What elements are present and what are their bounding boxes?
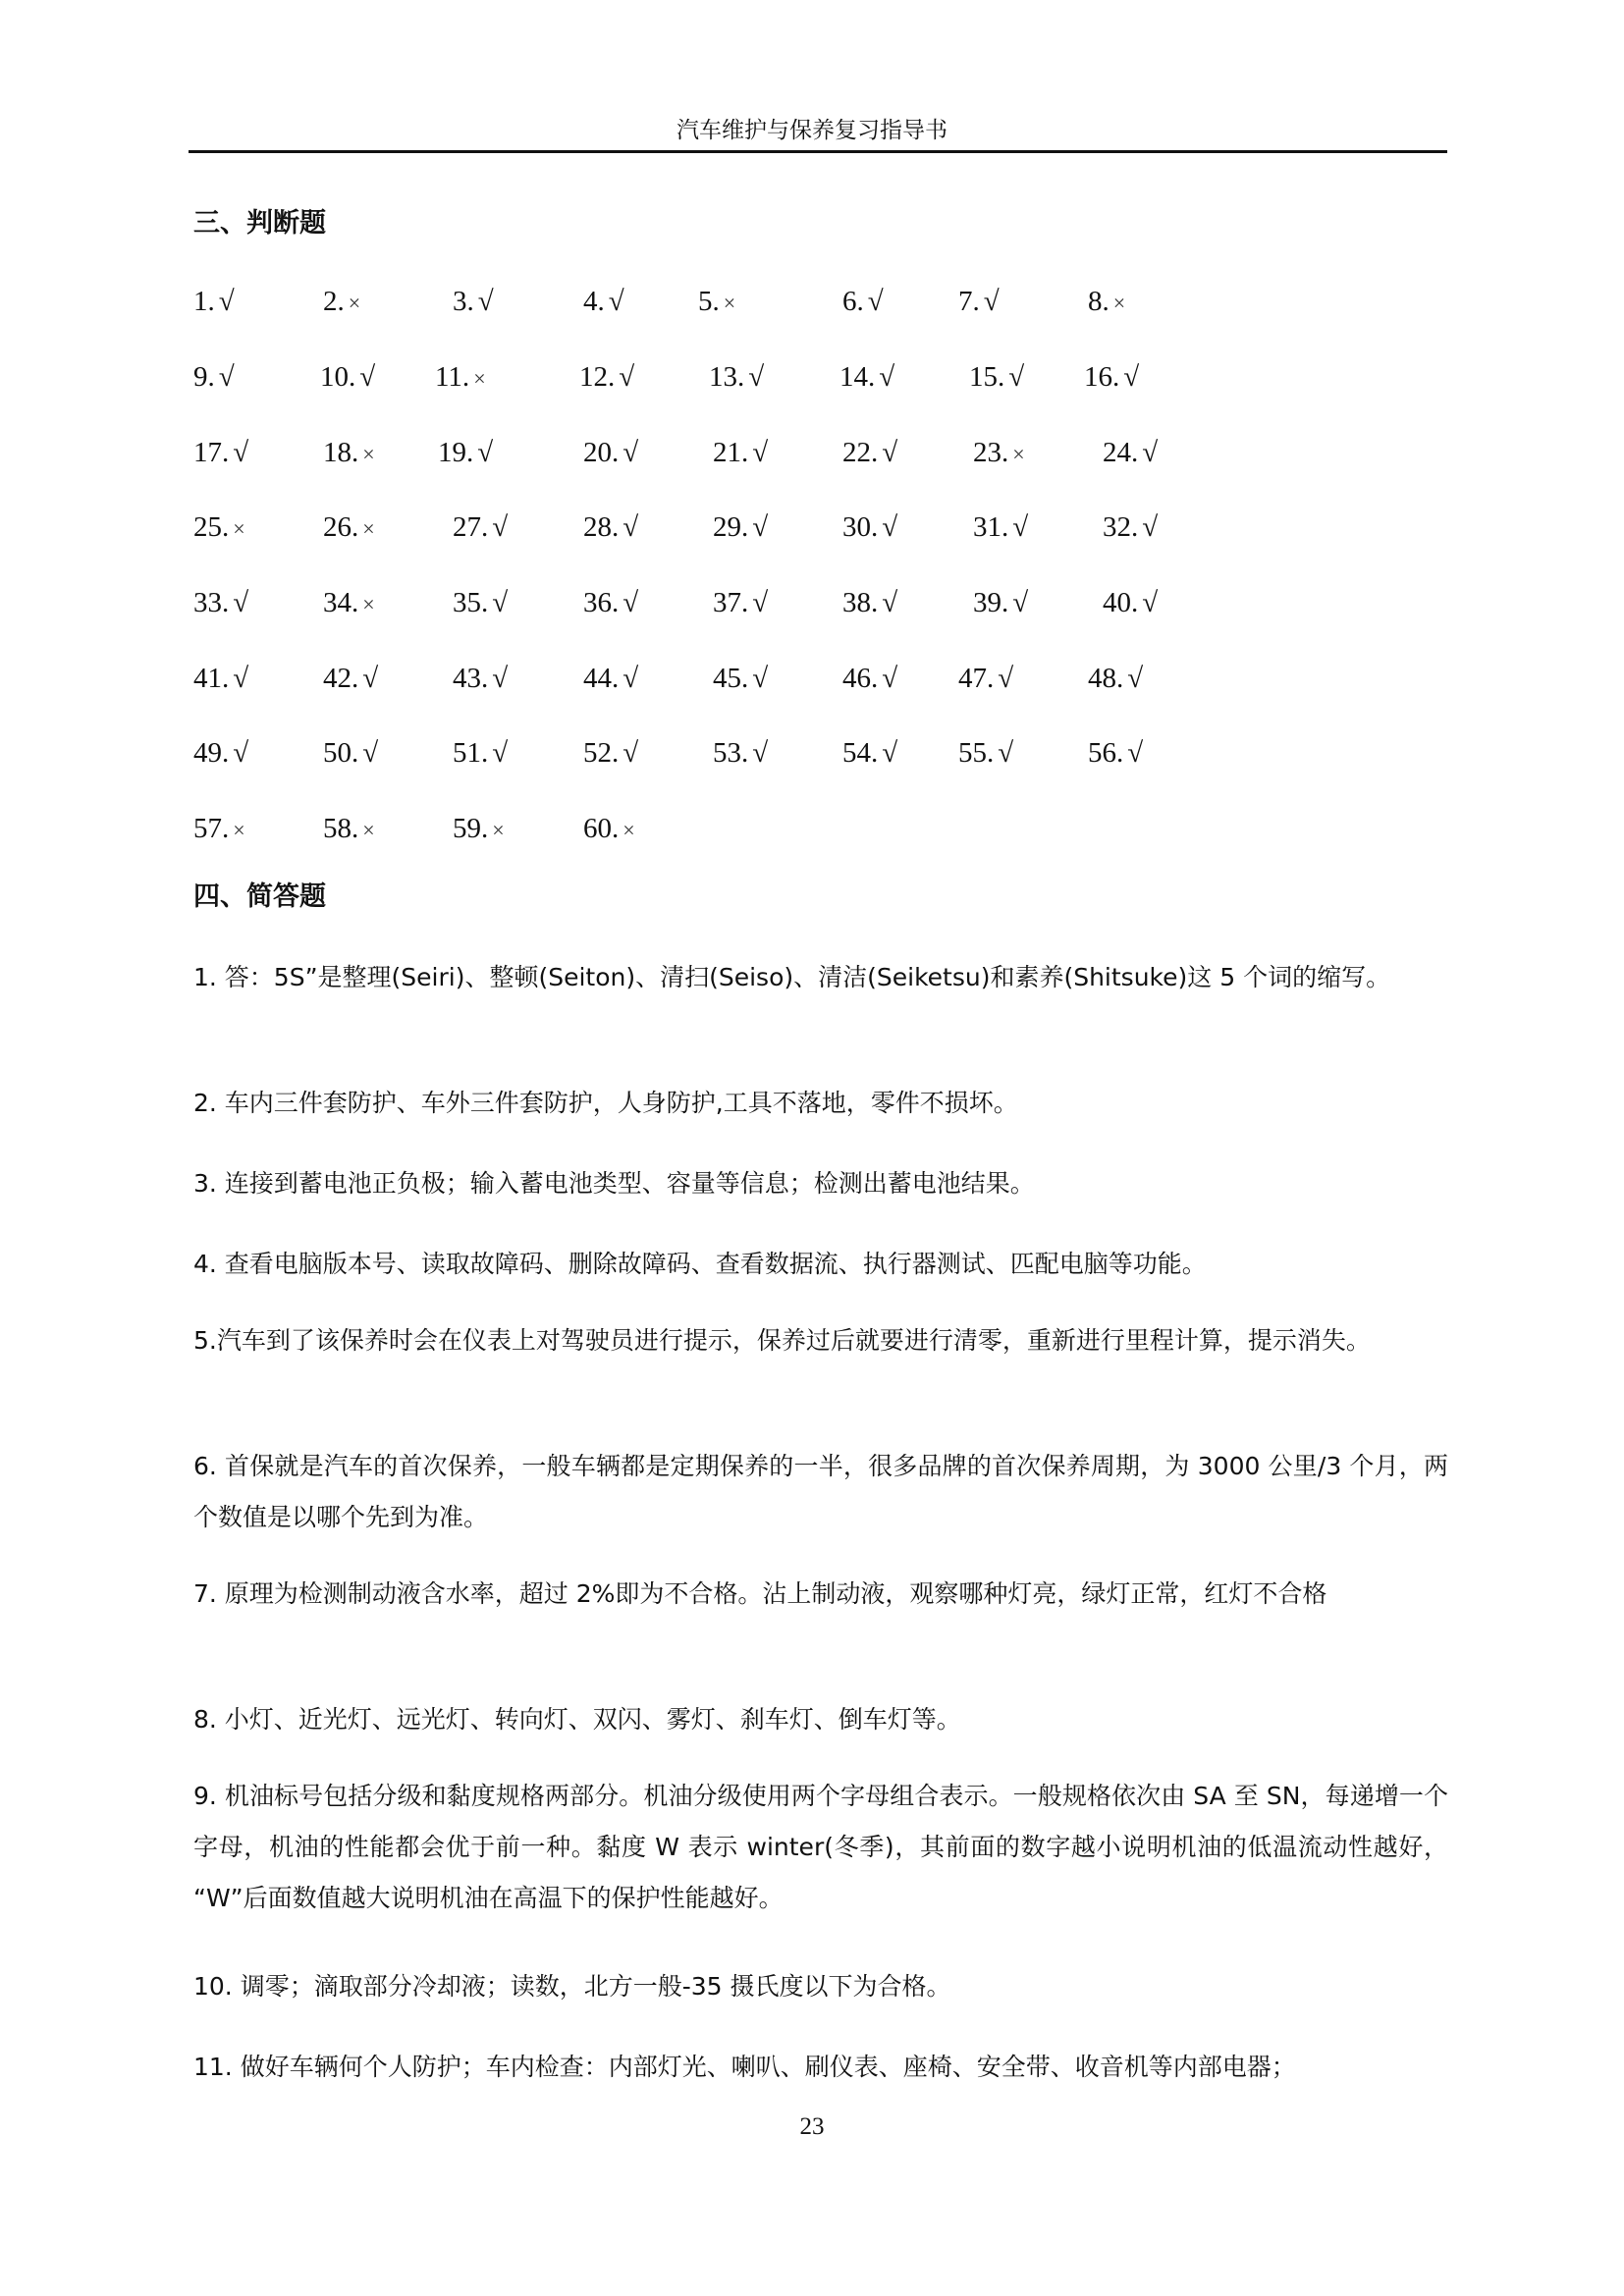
answer-item bbox=[583, 282, 624, 321]
item-number: 55. bbox=[958, 737, 995, 769]
section-heading-short-answer: 四、简答题 bbox=[193, 881, 326, 912]
cross-mark: × bbox=[473, 366, 486, 391]
item-number: 42. bbox=[323, 663, 359, 694]
item-number: 59. bbox=[453, 813, 489, 844]
check-mark: √ bbox=[623, 737, 639, 769]
cross-mark: × bbox=[1112, 291, 1126, 315]
answer-item bbox=[1084, 357, 1139, 397]
item-number: 7. bbox=[958, 286, 980, 317]
check-mark: √ bbox=[1012, 587, 1029, 618]
item-number: 44. bbox=[583, 663, 620, 694]
cross-mark: × bbox=[492, 818, 505, 842]
check-mark: √ bbox=[608, 286, 624, 317]
check-mark: √ bbox=[882, 437, 898, 468]
item-number: 48. bbox=[1088, 663, 1124, 694]
item-number: 20. bbox=[583, 437, 620, 468]
item-number: 29. bbox=[713, 511, 749, 543]
item-number: 28. bbox=[583, 511, 620, 543]
check-mark: √ bbox=[1142, 511, 1159, 543]
answer-item bbox=[842, 433, 897, 472]
item-number: 31. bbox=[973, 511, 1009, 543]
answer-row bbox=[0, 733, 1624, 773]
answer-item bbox=[842, 733, 897, 773]
cross-mark: × bbox=[723, 291, 736, 315]
answer-item bbox=[323, 433, 375, 474]
short-answer-8: 8. 小灯、近光灯、远光灯、转向灯、双闪、雾灯、刹车灯、倒车灯等。 bbox=[193, 1705, 961, 1734]
item-number: 50. bbox=[323, 737, 359, 769]
short-answer-10: 10. 调零；滴取部分冷却液；读数，北方一般-35 摄氏度以下为合格。 bbox=[193, 1972, 951, 2001]
answer-item bbox=[1088, 733, 1143, 773]
answer-item bbox=[842, 282, 884, 321]
answer-row bbox=[0, 433, 1624, 472]
check-mark: √ bbox=[1008, 361, 1025, 393]
item-number: 57. bbox=[193, 813, 230, 844]
item-number: 2. bbox=[323, 286, 345, 317]
short-answer-4: 4. 查看电脑版本号、读取故障码、删除故障码、查看数据流、执行器测试、匹配电脑等功能。 bbox=[193, 1250, 1207, 1278]
item-number: 15. bbox=[969, 361, 1005, 393]
check-mark: √ bbox=[752, 663, 769, 694]
item-number: 51. bbox=[453, 737, 489, 769]
answer-item bbox=[1088, 659, 1143, 698]
check-mark: √ bbox=[879, 361, 895, 393]
short-answer-11: 11. 做好车辆何个人防护；车内检查：内部灯光、喇叭、刷仪表、座椅、安全带、收音机等内部电器； bbox=[193, 2053, 1296, 2081]
check-mark: √ bbox=[218, 361, 235, 393]
item-number: 17. bbox=[193, 437, 230, 468]
answer-item bbox=[958, 659, 1013, 698]
answer-item bbox=[320, 357, 375, 397]
answer-item bbox=[323, 282, 360, 323]
answer-item bbox=[842, 583, 897, 622]
short-answer-7: 7. 原理为检测制动液含水率，超过 2%即为不合格。沾上制动液，观察哪种灯亮，绿灯正常，红灯不合格 bbox=[193, 1579, 1327, 1608]
check-mark: √ bbox=[359, 361, 376, 393]
check-mark: √ bbox=[752, 437, 769, 468]
check-mark: √ bbox=[623, 663, 639, 694]
answer-item bbox=[323, 809, 375, 850]
item-number: 30. bbox=[842, 511, 879, 543]
answer-item bbox=[193, 507, 245, 549]
answer-item bbox=[713, 583, 768, 622]
item-number: 8. bbox=[1088, 286, 1110, 317]
short-answer-6: 6. 首保就是汽车的首次保养，一般车辆都是定期保养的一半，很多品牌的首次保养周期，为 3000 公里/3 个月，两个数值是以哪个先到为准。 bbox=[193, 1452, 1448, 1531]
check-mark: √ bbox=[882, 663, 898, 694]
item-number: 35. bbox=[453, 587, 489, 618]
item-number: 24. bbox=[1103, 437, 1139, 468]
item-number: 23. bbox=[973, 437, 1009, 468]
cross-mark: × bbox=[623, 818, 635, 842]
check-mark: √ bbox=[983, 286, 1000, 317]
check-mark: √ bbox=[752, 587, 769, 618]
check-mark: √ bbox=[492, 663, 509, 694]
answer-row bbox=[0, 659, 1624, 698]
item-number: 25. bbox=[193, 511, 230, 543]
check-mark: √ bbox=[998, 663, 1014, 694]
item-number: 32. bbox=[1103, 511, 1139, 543]
answer-item bbox=[713, 659, 768, 698]
check-mark: √ bbox=[218, 286, 235, 317]
item-number: 11. bbox=[435, 361, 470, 393]
check-mark: √ bbox=[492, 511, 509, 543]
answer-item bbox=[973, 583, 1028, 622]
answer-item bbox=[698, 282, 735, 323]
answer-item bbox=[193, 583, 248, 622]
check-mark: √ bbox=[1123, 361, 1140, 393]
item-number: 4. bbox=[583, 286, 605, 317]
check-mark: √ bbox=[477, 286, 494, 317]
answer-item bbox=[453, 659, 508, 698]
item-number: 34. bbox=[323, 587, 359, 618]
running-header-title: 汽车维护与保养复习指导书 bbox=[677, 118, 947, 143]
answer-item bbox=[193, 357, 235, 397]
cross-mark: × bbox=[362, 516, 375, 541]
answer-item bbox=[973, 507, 1028, 547]
check-mark: √ bbox=[1142, 437, 1159, 468]
answer-item bbox=[713, 433, 768, 472]
item-number: 18. bbox=[323, 437, 359, 468]
answer-row bbox=[0, 357, 1624, 397]
check-mark: √ bbox=[748, 361, 765, 393]
answer-item bbox=[958, 733, 1013, 773]
check-mark: √ bbox=[623, 511, 639, 543]
check-mark: √ bbox=[362, 737, 379, 769]
cross-mark: × bbox=[362, 442, 375, 466]
item-number: 49. bbox=[193, 737, 230, 769]
answer-item bbox=[583, 433, 638, 472]
item-number: 3. bbox=[453, 286, 474, 317]
check-mark: √ bbox=[623, 587, 639, 618]
cross-mark: × bbox=[348, 291, 361, 315]
answer-item bbox=[583, 659, 638, 698]
item-number: 10. bbox=[320, 361, 356, 393]
answer-item bbox=[435, 357, 486, 399]
check-mark: √ bbox=[752, 737, 769, 769]
item-number: 43. bbox=[453, 663, 489, 694]
check-mark: √ bbox=[492, 737, 509, 769]
answer-item bbox=[583, 733, 638, 773]
item-number: 12. bbox=[579, 361, 616, 393]
answer-item bbox=[583, 507, 638, 547]
item-number: 39. bbox=[973, 587, 1009, 618]
answer-item bbox=[453, 583, 508, 622]
item-number: 47. bbox=[958, 663, 995, 694]
answer-item bbox=[713, 507, 768, 547]
check-mark: √ bbox=[752, 511, 769, 543]
answer-item bbox=[193, 733, 248, 773]
check-mark: √ bbox=[362, 663, 379, 694]
item-number: 56. bbox=[1088, 737, 1124, 769]
answer-item bbox=[713, 733, 768, 773]
check-mark: √ bbox=[619, 361, 635, 393]
item-number: 19. bbox=[438, 437, 474, 468]
answer-item bbox=[193, 659, 248, 698]
item-number: 22. bbox=[842, 437, 879, 468]
check-mark: √ bbox=[1127, 663, 1144, 694]
check-mark: √ bbox=[492, 587, 509, 618]
answer-item bbox=[323, 583, 375, 624]
item-number: 14. bbox=[839, 361, 876, 393]
check-mark: √ bbox=[1012, 511, 1029, 543]
check-mark: √ bbox=[1127, 737, 1144, 769]
answer-item bbox=[709, 357, 764, 397]
check-mark: √ bbox=[998, 737, 1014, 769]
item-number: 1. bbox=[193, 286, 215, 317]
answer-item bbox=[1103, 583, 1158, 622]
item-number: 60. bbox=[583, 813, 620, 844]
answer-item bbox=[323, 507, 375, 549]
check-mark: √ bbox=[882, 587, 898, 618]
check-mark: √ bbox=[233, 663, 249, 694]
answer-row bbox=[0, 282, 1624, 321]
item-number: 5. bbox=[698, 286, 720, 317]
item-number: 16. bbox=[1084, 361, 1120, 393]
item-number: 33. bbox=[193, 587, 230, 618]
item-number: 53. bbox=[713, 737, 749, 769]
short-answer-2: 2. 车内三件套防护、车外三件套防护，人身防护,工具不落地，零件不损坏。 bbox=[193, 1089, 1018, 1117]
check-mark: √ bbox=[623, 437, 639, 468]
item-number: 46. bbox=[842, 663, 879, 694]
answer-row bbox=[0, 809, 1624, 848]
short-answer-5: 5.汽车到了该保养时会在仪表上对驾驶员进行提示，保养过后就要进行清零，重新进行里程计算，提示消失。 bbox=[193, 1326, 1371, 1355]
page-number: 23 bbox=[799, 2113, 825, 2140]
check-mark: √ bbox=[233, 587, 249, 618]
answer-item bbox=[842, 507, 897, 547]
check-mark: √ bbox=[1142, 587, 1159, 618]
short-answer-1: 1. 答：5S”是整理(Seiri)、整顿(Seiton)、清扫(Seiso)、清洁(Seiketsu)和素养(Shitsuke)这 5 个词的缩写。 bbox=[193, 963, 1391, 991]
item-number: 9. bbox=[193, 361, 215, 393]
item-number: 26. bbox=[323, 511, 359, 543]
short-answer-9: 9. 机油标号包括分级和黏度规格两部分。机油分级使用两个字母组合表示。一般规格依次由 SA 至 SN，每递增一个字母，机油的性能都会优于前一种。黏度 W 表示 winter(冬季)，其前面的数字越小说明机油的低温流动性越好， “W”后面数值越大说明机油在高温下的保护性能越好。 bbox=[193, 1782, 1448, 1912]
item-number: 38. bbox=[842, 587, 879, 618]
cross-mark: × bbox=[362, 592, 375, 616]
item-number: 27. bbox=[453, 511, 489, 543]
answer-item bbox=[579, 357, 634, 397]
answer-item bbox=[438, 433, 493, 472]
item-number: 6. bbox=[842, 286, 864, 317]
item-number: 36. bbox=[583, 587, 620, 618]
answer-item bbox=[583, 583, 638, 622]
check-mark: √ bbox=[233, 737, 249, 769]
answer-item bbox=[323, 659, 378, 698]
cross-mark: × bbox=[1012, 442, 1025, 466]
cross-mark: × bbox=[233, 818, 245, 842]
item-number: 45. bbox=[713, 663, 749, 694]
answer-item bbox=[453, 809, 505, 850]
answer-item bbox=[839, 357, 894, 397]
section-heading-true-false: 三、判断题 bbox=[193, 208, 326, 239]
answer-item bbox=[842, 659, 897, 698]
item-number: 54. bbox=[842, 737, 879, 769]
answer-item bbox=[1103, 507, 1158, 547]
answer-item bbox=[323, 733, 378, 773]
answer-item bbox=[453, 733, 508, 773]
item-number: 13. bbox=[709, 361, 745, 393]
short-answer-3: 3. 连接到蓄电池正负极；输入蓄电池类型、容量等信息；检测出蓄电池结果。 bbox=[193, 1169, 1035, 1198]
answer-item bbox=[1103, 433, 1158, 472]
answer-item bbox=[193, 282, 235, 321]
header-divider bbox=[189, 150, 1447, 153]
item-number: 58. bbox=[323, 813, 359, 844]
check-mark: √ bbox=[867, 286, 884, 317]
answer-row bbox=[0, 583, 1624, 622]
answer-row bbox=[0, 507, 1624, 547]
check-mark: √ bbox=[882, 737, 898, 769]
answer-item bbox=[973, 433, 1025, 474]
answer-item bbox=[583, 809, 635, 850]
check-mark: √ bbox=[882, 511, 898, 543]
item-number: 40. bbox=[1103, 587, 1139, 618]
check-mark: √ bbox=[233, 437, 249, 468]
item-number: 52. bbox=[583, 737, 620, 769]
item-number: 41. bbox=[193, 663, 230, 694]
answer-item bbox=[969, 357, 1024, 397]
answer-item bbox=[453, 282, 494, 321]
check-mark: √ bbox=[477, 437, 494, 468]
answer-item bbox=[193, 809, 245, 850]
item-number: 37. bbox=[713, 587, 749, 618]
answer-item bbox=[958, 282, 1000, 321]
cross-mark: × bbox=[362, 818, 375, 842]
answer-item bbox=[193, 433, 248, 472]
answer-item bbox=[453, 507, 508, 547]
cross-mark: × bbox=[233, 516, 245, 541]
answer-item bbox=[1088, 282, 1125, 323]
item-number: 21. bbox=[713, 437, 749, 468]
